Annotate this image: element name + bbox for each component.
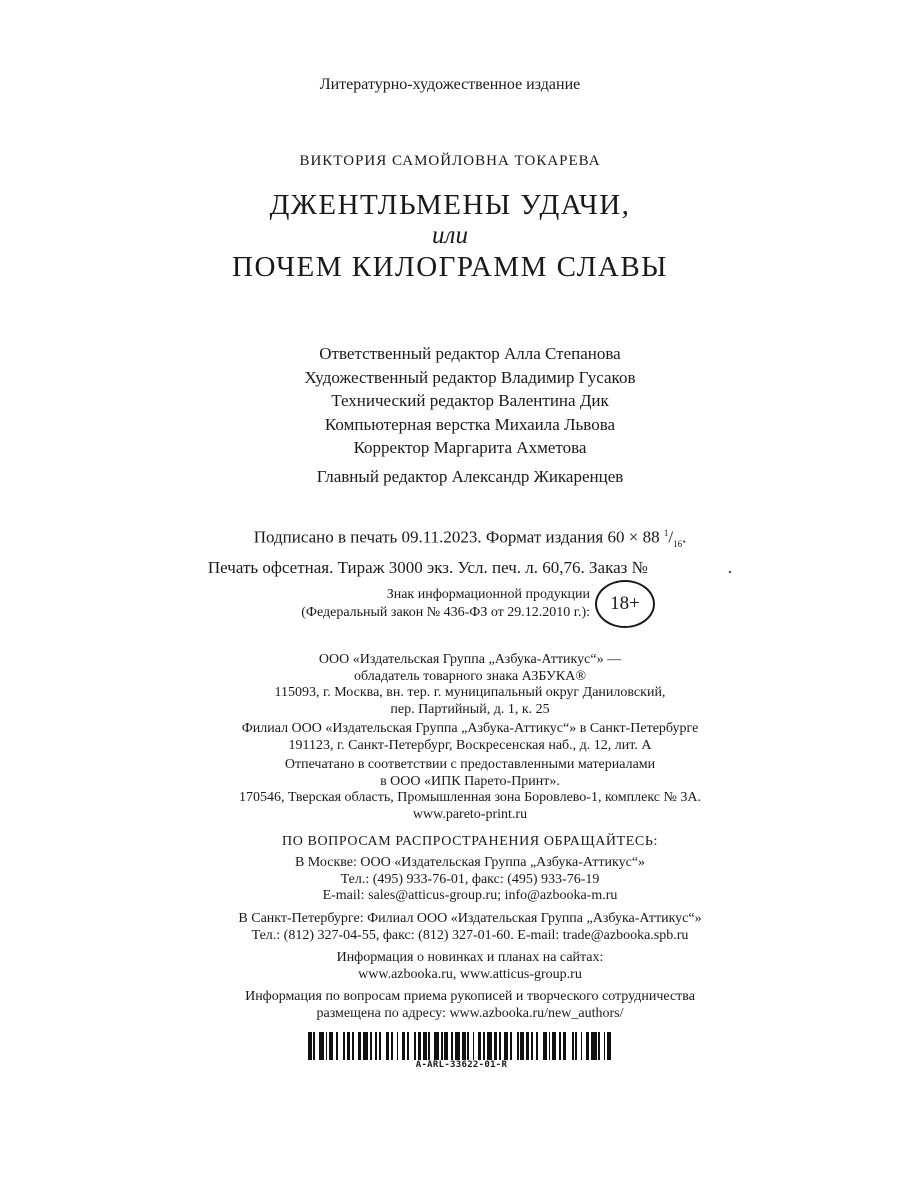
branch-line: 191123, г. Санкт-Петербург, Воскресенская наб., д. 12, лит. А (288, 737, 652, 753)
branch-line: Филиал ООО «Издательская Группа „Азбука-Аттикус“» в Санкт-Петербурге (241, 721, 699, 736)
title-line-2: ПОЧЕМ КИЛОГРАММ СЛАВЫ (232, 251, 668, 283)
printer-line: Отпечатано в соответствии с предоставленными материалами (284, 757, 656, 772)
fraction-numerator: 1 (663, 528, 669, 538)
print-info-line-1-end: . (682, 527, 687, 547)
print-info-line-2 (0, 556, 900, 580)
printer-line: www.pareto-print.ru (412, 806, 528, 822)
contact-line: E-mail: sales@atticus-group.ru; info@azbooka-m.ru (322, 888, 618, 903)
credit-line: Технический редактор Валентина Дик (331, 391, 609, 410)
print-info-line-2-end: . (727, 558, 733, 578)
author-name: ВИКТОРИЯ САМОЙЛОВНА ТОКАРЕВА (299, 153, 601, 169)
contact-line: Тел.: (495) 933-76-01, факс: (495) 933-76-19 (340, 871, 600, 887)
barcode-code: A-ARL-33622-01-R (415, 1060, 508, 1070)
moscow-contacts (0, 855, 900, 905)
spb-contacts (0, 911, 900, 944)
book-title (0, 188, 900, 284)
info-sign-text (270, 586, 590, 622)
info-sign-line-2: (Федеральный закон № 436-ФЗ от 29.12.2010 г.): (301, 605, 590, 620)
publisher-line: ООО «Издательская Группа „Азбука-Аттикус“» — (318, 652, 622, 667)
printer-line: 170546, Тверская область, Промышленная зона Боровлево-1, комплекс № 3А. (239, 790, 701, 805)
print-info-text-2: Печать офсетная. Тираж 3000 экз. Усл. печ. л. 60,76. Заказ № (207, 558, 648, 578)
manuscripts-line: Информация по вопросам приема рукописей и творческого сотрудничества (245, 989, 695, 1004)
barcode-image (308, 1032, 615, 1060)
manuscripts-info (0, 989, 900, 1022)
print-info (0, 521, 900, 580)
news-line: www.azbooka.ru, www.atticus-group.ru (358, 966, 582, 982)
branch-info (0, 721, 900, 754)
chief-editor: Главный редактор Александр Жикаренцев (316, 467, 624, 486)
info-sign-line-1: Знак информационной продукции (386, 587, 590, 602)
print-info-line-1: Подписано в печать 09.11.2023. Формат издания 60 × 88 $^1/_{16}$. (253, 527, 687, 550)
distribution-heading: ПО ВОПРОСАМ РАСПРОСТРАНЕНИЯ ОБРАЩАЙТЕСЬ: (282, 834, 658, 849)
age-rating-badge: 18+ (595, 580, 655, 628)
manuscripts-line: размещена по адресу: www.azbooka.ru/new_authors/ (316, 1005, 624, 1021)
printer-info (0, 757, 900, 823)
publisher-line: 115093, г. Москва, вн. тер. г. муниципальный округ Даниловский, (274, 685, 666, 700)
contact-line: В Санкт-Петербурге: Филиал ООО «Издательская Группа „Азбука-Аттикус“» (238, 911, 702, 926)
contact-line: Тел.: (812) 327-04-55, факс: (812) 327-01-60. E-mail: trade@azbooka.spb.ru (251, 927, 689, 943)
contact-line: В Москве: ООО «Издательская Группа „Азбука-Аттикус“» (294, 855, 646, 870)
edition-type: Литературно-художественное издание (319, 76, 581, 93)
credit-line: Корректор Маргарита Ахметова (353, 438, 587, 457)
publisher-line: пер. Партийный, д. 1, к. 25 (390, 701, 550, 717)
printer-line: в ООО «ИПК Парето-Принт». (380, 773, 560, 789)
title-line-1: ДЖЕНТЛЬМЕНЫ УДАЧИ, (269, 189, 631, 221)
print-info-text: Подписано в печать 09.11.2023. Формат издания 60 × 88 (253, 527, 664, 547)
credits-list (0, 342, 900, 460)
news-info (0, 950, 900, 983)
fraction-denominator: 16 (673, 539, 683, 550)
credit-line: Художественный редактор Владимир Гусаков (304, 367, 636, 387)
title-connector: или (432, 222, 468, 249)
barcode-bar (611, 1032, 615, 1060)
news-line: Информация о новинках и планах на сайтах: (336, 950, 604, 965)
publisher-info (0, 652, 900, 718)
credit-line: Ответственный редактор Алла Степанова (319, 344, 621, 363)
publisher-line: обладатель товарного знака АЗБУКА® (354, 668, 586, 684)
credit-line: Компьютерная верстка Михаила Львова (324, 414, 616, 434)
